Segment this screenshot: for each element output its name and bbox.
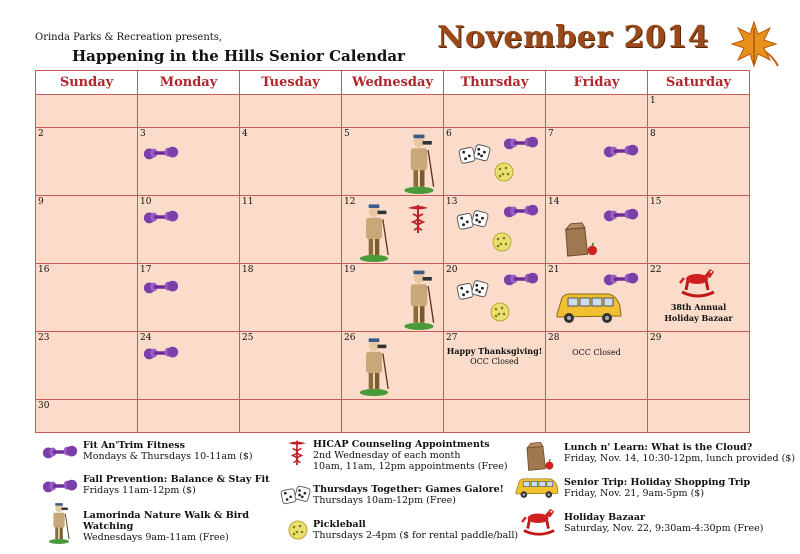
- day-cell: [240, 400, 342, 433]
- day-cell: [648, 400, 750, 433]
- day-number: 20: [446, 265, 458, 275]
- day-number: 7: [548, 129, 554, 139]
- hiker-icon: [400, 130, 438, 194]
- week-row: [36, 332, 750, 400]
- day-cell: [138, 95, 240, 128]
- day-number: 10: [140, 197, 152, 207]
- day-number: 17: [140, 265, 152, 275]
- dice-icon: [456, 278, 490, 302]
- day-cell: [240, 196, 342, 264]
- legend-fall-prevention: Fall Prevention: Balance & Stay Fit Fridays 11am-12pm ($): [83, 474, 270, 496]
- legend-hicap: HICAP Counseling Appointments 2nd Wednesday of each month 10am, 11am, 12pm appointments (Free): [313, 439, 508, 472]
- day-number: 28: [548, 333, 560, 343]
- day-cell: [36, 128, 138, 196]
- dumbbell-icon: [602, 142, 640, 160]
- dumbbell-icon: [602, 270, 640, 288]
- dice-icon: [280, 484, 312, 506]
- lunch-bag-icon: [522, 440, 556, 472]
- dumbbell-icon: [502, 270, 540, 288]
- van-icon: [554, 290, 624, 326]
- day-cell: [444, 400, 546, 433]
- day-cell: [444, 264, 546, 332]
- day-number: 27: [446, 333, 458, 343]
- weekday-tuesday: Tuesday: [240, 71, 342, 95]
- day-number: 24: [140, 333, 152, 343]
- dumbbell-icon: [502, 202, 540, 220]
- day-cell: [138, 264, 240, 332]
- dumbbell-icon: [142, 208, 180, 226]
- day-number: 23: [38, 333, 50, 343]
- day-cell: [648, 95, 750, 128]
- legend-games: Thursdays Together: Games Galore! Thursdays 10am-12pm (Free): [313, 484, 504, 506]
- dumbbell-icon: [142, 144, 180, 162]
- thanksgiving-event: Happy Thanksgiving! OCC Closed: [446, 346, 543, 366]
- legend-fitness: Fit An'Trim Fitness Mondays & Thursdays 10-11am ($): [83, 440, 253, 462]
- day-cell: [36, 264, 138, 332]
- legend-pickleball: Pickleball Thursdays 2-4pm ($ for rental paddle/ball): [313, 519, 519, 541]
- hiker-icon: [46, 500, 72, 544]
- day-number: 3: [140, 129, 146, 139]
- day-number: 16: [38, 265, 50, 275]
- day-number: 18: [242, 265, 254, 275]
- day-cell: [444, 332, 546, 400]
- day-cell: [240, 332, 342, 400]
- occ-closed-note: OCC Closed: [572, 348, 621, 357]
- pickleball-icon: [490, 302, 510, 322]
- day-cell: [444, 196, 546, 264]
- dumbbell-icon: [40, 477, 80, 495]
- week-row: [36, 196, 750, 264]
- lunch-bag-icon: [560, 220, 600, 258]
- day-number: 21: [548, 265, 560, 275]
- legend-nature-walk: Lamorinda Nature Walk & Bird Watching Wednesdays 9am-11am (Free): [83, 510, 250, 543]
- day-number: 5: [344, 129, 350, 139]
- week-row: [36, 95, 750, 128]
- weekday-friday: Friday: [546, 71, 648, 95]
- day-cell: [342, 196, 444, 264]
- weekday-saturday: Saturday: [648, 71, 750, 95]
- dumbbell-icon: [502, 134, 540, 152]
- day-cell: [36, 95, 138, 128]
- pickleball-icon: [494, 162, 514, 182]
- day-cell: [648, 196, 750, 264]
- day-number: 8: [650, 129, 656, 139]
- day-cell: [648, 264, 750, 332]
- dumbbell-icon: [602, 206, 640, 224]
- hiker-icon: [400, 266, 438, 330]
- dumbbell-icon: [142, 344, 180, 362]
- day-cell: [36, 332, 138, 400]
- van-icon: [514, 476, 560, 500]
- weekday-wednesday: Wednesday: [342, 71, 444, 95]
- weekday-sunday: Sunday: [36, 71, 138, 95]
- dice-icon: [456, 208, 490, 232]
- day-number: 19: [344, 265, 356, 275]
- day-number: 14: [548, 197, 560, 207]
- weekday-monday: Monday: [138, 71, 240, 95]
- day-cell: [138, 332, 240, 400]
- day-number: 29: [650, 333, 662, 343]
- day-cell: [546, 196, 648, 264]
- day-number: 4: [242, 129, 248, 139]
- day-cell: [36, 400, 138, 433]
- day-cell: [138, 400, 240, 433]
- day-cell: [36, 196, 138, 264]
- day-cell: [546, 264, 648, 332]
- hiker-icon: [356, 334, 392, 396]
- legend-holiday-bazaar: Holiday Bazaar Saturday, Nov. 22, 9:30am-4:30pm (Free): [564, 512, 764, 534]
- day-number: 15: [650, 197, 662, 207]
- day-cell: [240, 95, 342, 128]
- calendar-subtitle: Happening in the Hills Senior Calendar: [72, 47, 406, 65]
- pickleball-icon: [288, 520, 308, 540]
- day-cell: [444, 95, 546, 128]
- autumn-leaf-icon: [728, 18, 780, 68]
- rocking-horse-icon: [518, 506, 560, 538]
- day-cell: [648, 128, 750, 196]
- day-cell: [342, 128, 444, 196]
- day-number: 11: [242, 197, 254, 207]
- day-number: 25: [242, 333, 254, 343]
- day-number: 1: [650, 96, 656, 106]
- rocking-horse-icon: [676, 266, 720, 300]
- day-cell: [648, 332, 750, 400]
- day-number: 2: [38, 129, 44, 139]
- day-cell: [546, 95, 648, 128]
- caduceus-icon: [406, 202, 430, 234]
- day-number: 30: [38, 401, 50, 411]
- day-cell: [546, 128, 648, 196]
- calendar-grid: [35, 70, 750, 433]
- hiker-icon: [356, 200, 392, 262]
- day-cell: [138, 128, 240, 196]
- week-row: [36, 264, 750, 332]
- day-cell: [342, 332, 444, 400]
- header-presents: Orinda Parks & Recreation presents,: [35, 32, 223, 43]
- day-cell: [546, 332, 648, 400]
- day-number: 26: [344, 333, 356, 343]
- day-cell: [546, 400, 648, 433]
- day-cell: [342, 400, 444, 433]
- day-cell: [444, 128, 546, 196]
- day-number: 22: [650, 265, 662, 275]
- day-number: 6: [446, 129, 452, 139]
- day-cell: [240, 128, 342, 196]
- caduceus-icon: [286, 438, 308, 466]
- dumbbell-icon: [142, 278, 180, 296]
- bazaar-event-label: 38th Annual Holiday Bazaar: [664, 302, 733, 323]
- day-cell: [342, 264, 444, 332]
- day-cell: [240, 264, 342, 332]
- week-row: [36, 400, 750, 433]
- weekday-thursday: Thursday: [444, 71, 546, 95]
- day-number: 12: [344, 197, 356, 207]
- pickleball-icon: [492, 232, 512, 252]
- month-title: November 2014: [437, 20, 710, 55]
- dice-icon: [458, 142, 492, 166]
- legend-senior-trip: Senior Trip: Holiday Shopping Trip Friday, Nov. 21, 9am-5pm ($): [564, 477, 751, 499]
- week-row: [36, 128, 750, 196]
- day-cell: [342, 95, 444, 128]
- day-cell: [138, 196, 240, 264]
- weekday-header-row: [36, 71, 750, 95]
- dumbbell-icon: [40, 443, 80, 461]
- day-number: 9: [38, 197, 44, 207]
- day-number: 13: [446, 197, 458, 207]
- legend-lunch-learn: Lunch n' Learn: What is the Cloud? Friday, Nov. 14, 10:30-12pm, lunch provided ($): [564, 442, 796, 464]
